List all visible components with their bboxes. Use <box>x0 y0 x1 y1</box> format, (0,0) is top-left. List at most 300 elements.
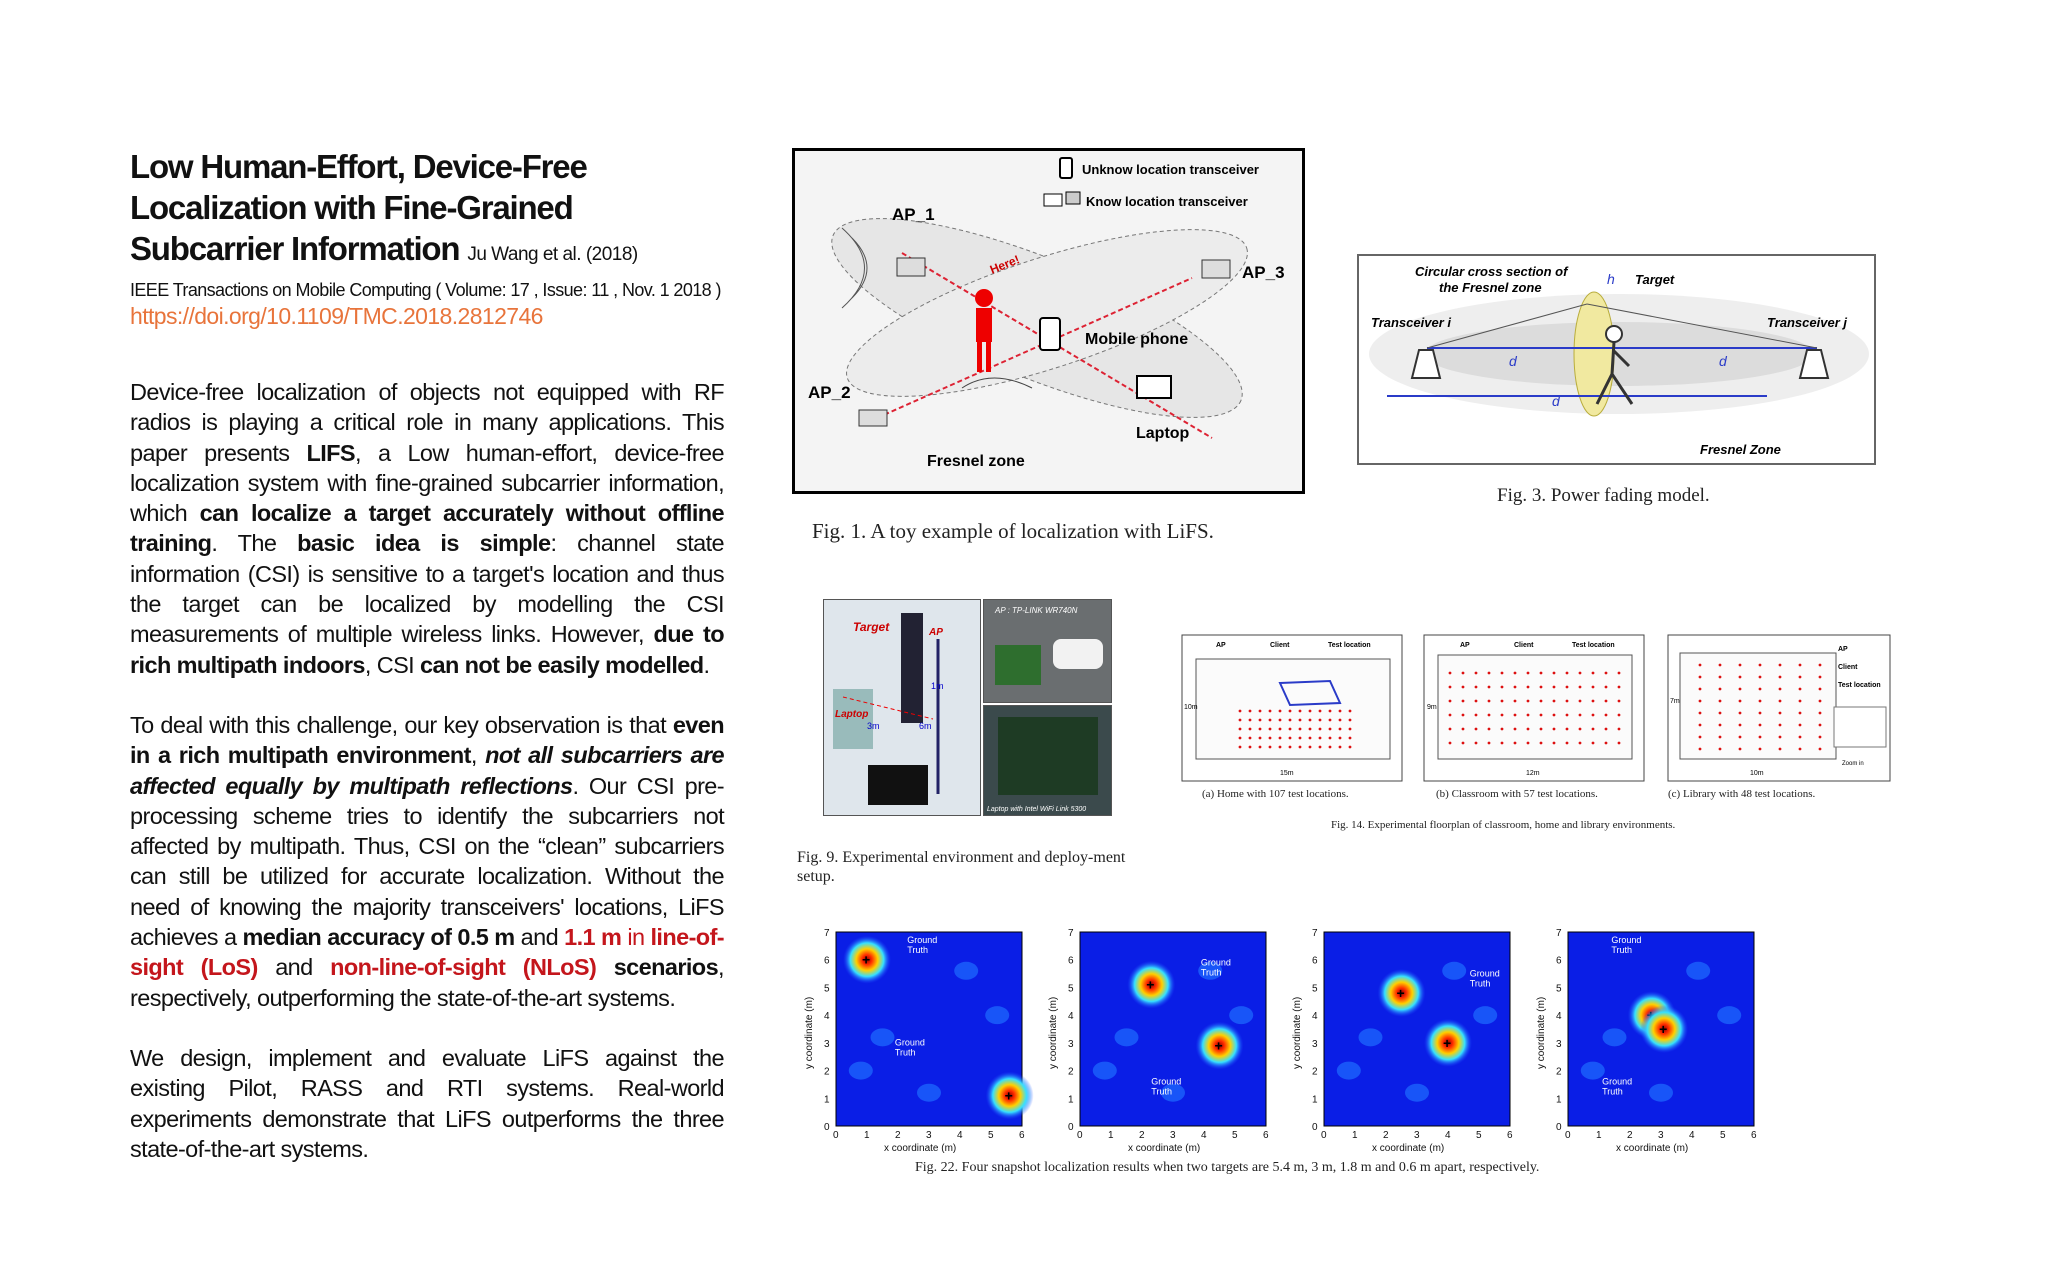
ap-router-photo <box>1053 639 1103 669</box>
test-location-dot <box>1739 736 1742 739</box>
fig1-illustration <box>792 148 1305 494</box>
fig3-circular-label-1: Circular cross section of <box>1415 264 1568 279</box>
heatmap-noise-blob <box>1359 1028 1383 1046</box>
library-test-label: Test location <box>1838 682 1881 689</box>
test-location-dot <box>1579 672 1582 675</box>
x-tick-label: 3 <box>1170 1130 1176 1141</box>
test-location-dot <box>1527 672 1530 675</box>
x-axis-label: x coordinate (m) <box>884 1143 957 1154</box>
test-location-dot <box>1501 714 1504 717</box>
paper-title <box>130 146 724 275</box>
fig14-caption: Fig. 14. Experimental floorplan of classroom, home and library environments. <box>1331 819 1676 831</box>
ground-truth-label: Ground <box>1611 935 1642 946</box>
test-location-dot <box>1249 728 1252 731</box>
x-axis-label: x coordinate (m) <box>1128 1143 1201 1154</box>
ground-truth-marker: + <box>1396 984 1405 1001</box>
figure-3 <box>1357 254 1877 467</box>
test-location-dot <box>1719 688 1722 691</box>
fig9-d2: 3m <box>867 721 880 731</box>
test-location-dot <box>1759 748 1762 751</box>
test-location-dot <box>1299 710 1302 713</box>
figure-14 <box>1180 633 1892 783</box>
fig1-legend-known: Know location transceiver <box>1086 194 1248 209</box>
ap-board-photo <box>995 645 1041 685</box>
test-location-dot <box>1553 700 1556 703</box>
test-location-dot <box>1514 686 1517 689</box>
heatmap-noise-blob <box>1686 962 1710 980</box>
test-location-dot <box>1289 710 1292 713</box>
person-photo <box>901 613 923 723</box>
test-location-dot <box>1527 714 1530 717</box>
test-location-dot <box>1779 748 1782 751</box>
x-tick-label: 1 <box>1596 1130 1602 1141</box>
x-tick-label: 6 <box>1263 1130 1269 1141</box>
home-width: 15m <box>1280 770 1294 777</box>
heatmap-noise-blob <box>871 1028 895 1046</box>
test-location-dot <box>1462 742 1465 745</box>
test-location-dot <box>1339 710 1342 713</box>
fig9-d1: 1m <box>931 681 944 691</box>
floorplan-classroom <box>1424 635 1644 781</box>
test-location-dot <box>1759 712 1762 715</box>
p2-g: and <box>514 924 565 951</box>
classroom-client-label: Client <box>1514 642 1534 649</box>
paper-authors: Ju Wang et al. (2018) <box>467 244 638 265</box>
fig22-heatmaps <box>800 922 1760 1154</box>
test-location-dot <box>1349 710 1352 713</box>
y-tick-label: 0 <box>1068 1122 1074 1133</box>
test-location-dot <box>1449 742 1452 745</box>
library-client-label: Client <box>1838 664 1858 671</box>
heatmap-noise-blob <box>1405 1084 1429 1102</box>
p1-h: due to rich multipath indoors <box>130 621 724 678</box>
fig14-sub-c: (c) Library with 48 test locations. <box>1668 788 1816 800</box>
p1-g: : channel state information (CSI) is sensitive to a target's location and thus the target can be localized by modelling the CSI measurements of multiple wireless links. However, <box>130 530 725 648</box>
fig1-ap3-label: AP_3 <box>1242 263 1285 282</box>
fig1-ap1-label: AP_1 <box>892 205 935 224</box>
classroom-height: 9m <box>1427 704 1437 711</box>
x-tick-label: 5 <box>1476 1130 1482 1141</box>
person-icon <box>975 289 993 307</box>
y-tick-label: 1 <box>824 1094 830 1106</box>
test-location-dot <box>1475 700 1478 703</box>
x-tick-label: 1 <box>1352 1130 1358 1141</box>
test-location-dot <box>1819 700 1822 703</box>
y-tick-label: 6 <box>1068 955 1074 967</box>
library-width: 10m <box>1750 770 1764 777</box>
test-location-dot <box>1488 728 1491 731</box>
ground-truth-label: Truth <box>1200 967 1222 978</box>
test-location-dot <box>1501 686 1504 689</box>
test-location-dot <box>1475 728 1478 731</box>
heatmap-noise-blob <box>1093 1062 1117 1080</box>
ground-truth-label: Truth <box>1151 1086 1172 1097</box>
y-tick-label: 2 <box>1556 1066 1562 1078</box>
y-tick-label: 1 <box>1556 1094 1562 1106</box>
test-location-dot <box>1699 748 1702 751</box>
y-tick-label: 4 <box>1556 1011 1562 1023</box>
heatmap-noise-blob <box>985 1006 1009 1024</box>
p1-d: can localize a target accurately without offline training <box>130 500 724 557</box>
p1-i: , CSI <box>364 651 421 678</box>
test-location-dot <box>1566 714 1569 717</box>
test-location-dot <box>1759 736 1762 739</box>
test-location-dot <box>1553 728 1556 731</box>
ground-truth-label: Ground <box>1151 1076 1182 1087</box>
test-location-dot <box>1514 742 1517 745</box>
test-location-dot <box>1779 712 1782 715</box>
test-location-dot <box>1553 672 1556 675</box>
test-location-dot <box>1299 719 1302 722</box>
y-axis-label: y coordinate (m) <box>1536 996 1547 1069</box>
fig3-transceiver-j-label: Transceiver j <box>1767 315 1847 330</box>
test-location-dot <box>1249 710 1252 713</box>
test-location-dot <box>1739 712 1742 715</box>
test-location-dot <box>1605 672 1608 675</box>
test-location-dot <box>1799 676 1802 679</box>
x-tick-label: 0 <box>1565 1130 1571 1141</box>
p2-l: non-line-of-sight (NLoS) <box>330 954 597 981</box>
test-location-dot <box>1449 714 1452 717</box>
test-location-dot <box>1249 737 1252 740</box>
test-location-dot <box>1699 664 1702 667</box>
test-location-dot <box>1259 710 1262 713</box>
test-location-dot <box>1759 676 1762 679</box>
figure-1 <box>792 148 1305 494</box>
test-location-dot <box>1579 700 1582 703</box>
test-location-dot <box>1475 742 1478 745</box>
ground-truth-label: Ground <box>1602 1076 1633 1087</box>
test-location-dot <box>1462 686 1465 689</box>
fig3-caption: Fig. 3. Power fading model. <box>1497 485 1710 506</box>
test-location-dot <box>1309 710 1312 713</box>
test-location-dot <box>1514 672 1517 675</box>
test-location-dot <box>1339 746 1342 749</box>
test-location-dot <box>1540 686 1543 689</box>
y-tick-label: 1 <box>1068 1094 1074 1106</box>
test-location-dot <box>1566 686 1569 689</box>
x-tick-label: 2 <box>1383 1130 1389 1141</box>
test-location-dot <box>1269 737 1272 740</box>
ap3-router-icon <box>1202 260 1230 278</box>
test-location-dot <box>1349 728 1352 731</box>
test-location-dot <box>1309 746 1312 749</box>
test-location-dot <box>1249 746 1252 749</box>
test-location-dot <box>1605 686 1608 689</box>
p2-e: . Our CSI pre-processing scheme tries to identify the subcarriers not affected by multipath. Thus, CSI on the “clean” subcarriers can still be utilized for accurate localization. Without the need of knowing the majority transceivers' locations, LiFS achieves a <box>130 772 725 951</box>
x-tick-label: 0 <box>833 1130 839 1141</box>
test-location-dot <box>1819 664 1822 667</box>
test-location-dot <box>1329 746 1332 749</box>
test-location-dot <box>1799 712 1802 715</box>
test-location-dot <box>1566 672 1569 675</box>
x-tick-label: 6 <box>1751 1130 1757 1141</box>
test-location-dot <box>1699 736 1702 739</box>
p2-i: in <box>621 924 651 951</box>
test-location-dot <box>1605 700 1608 703</box>
test-location-dot <box>1739 748 1742 751</box>
test-location-dot <box>1299 728 1302 731</box>
x-tick-label: 5 <box>1720 1130 1726 1141</box>
fig1-laptop-label: Laptop <box>1136 425 1190 442</box>
ground-truth-marker: + <box>1004 1087 1013 1104</box>
p1-c: , a Low human-effort, device-free localization system with fine-grained subcarrier information, which <box>130 439 724 527</box>
fig3-d-tj: d <box>1719 353 1727 369</box>
x-tick-label: 5 <box>1232 1130 1238 1141</box>
heatmap-noise-blob <box>1603 1028 1627 1046</box>
fig9-target-label: Target <box>853 620 890 634</box>
test-location-dot <box>1279 719 1282 722</box>
test-location-dot <box>1618 686 1621 689</box>
test-location-dot <box>1592 742 1595 745</box>
test-location-dot <box>1527 686 1530 689</box>
test-location-dot <box>1759 664 1762 667</box>
test-location-dot <box>1579 728 1582 731</box>
x-tick-label: 0 <box>1321 1130 1327 1141</box>
laptop-icon <box>1137 376 1171 398</box>
home-ap-label: AP <box>1216 642 1226 649</box>
test-location-dot <box>1269 746 1272 749</box>
p1-e: . The <box>211 530 298 557</box>
y-tick-label: 3 <box>1556 1038 1562 1050</box>
test-location-dot <box>1449 728 1452 731</box>
p2-n: , respectively, outperforming the state-of-the-art systems. <box>130 954 724 1011</box>
p2-c: , <box>470 742 486 769</box>
y-tick-label: 7 <box>1068 928 1074 939</box>
heatmap-noise-blob <box>1115 1028 1139 1046</box>
fig1-fresnel-label: Fresnel zone <box>927 453 1025 470</box>
test-location-dot <box>1779 736 1782 739</box>
y-tick-label: 3 <box>1068 1038 1074 1050</box>
p1-f: basic idea is simple <box>297 530 551 557</box>
paper-venue <box>130 277 724 331</box>
test-location-dot <box>1779 688 1782 691</box>
p2-f: median accuracy of 0.5 m <box>242 924 515 951</box>
test-location-dot <box>1579 686 1582 689</box>
test-location-dot <box>1299 746 1302 749</box>
test-location-dot <box>1449 700 1452 703</box>
y-tick-label: 6 <box>824 955 830 967</box>
classroom-width: 12m <box>1526 770 1540 777</box>
test-location-dot <box>1759 724 1762 727</box>
laptop-photo <box>868 765 928 805</box>
y-tick-label: 3 <box>1312 1038 1318 1050</box>
test-location-dot <box>1488 700 1491 703</box>
test-location-dot <box>1540 700 1543 703</box>
y-tick-label: 7 <box>1312 928 1318 939</box>
y-tick-label: 3 <box>824 1038 830 1050</box>
fig3-transceiver-i-label: Transceiver i <box>1371 315 1451 330</box>
test-location-dot <box>1514 700 1517 703</box>
ground-truth-label: Truth <box>907 945 928 956</box>
y-tick-label: 0 <box>824 1122 830 1133</box>
test-location-dot <box>1819 736 1822 739</box>
heatmap-noise-blob <box>917 1084 941 1102</box>
ap1-router-icon <box>897 258 925 276</box>
test-location-dot <box>1819 724 1822 727</box>
test-location-dot <box>1553 714 1556 717</box>
test-location-dot <box>1488 672 1491 675</box>
test-location-dot <box>1540 728 1543 731</box>
test-location-dot <box>1269 710 1272 713</box>
test-location-dot <box>1279 710 1282 713</box>
ground-truth-marker: + <box>1659 1021 1668 1037</box>
test-location-dot <box>1329 728 1332 731</box>
test-location-dot <box>1739 676 1742 679</box>
text-column <box>130 146 724 1164</box>
test-location-dot <box>1799 736 1802 739</box>
test-location-dot <box>1309 728 1312 731</box>
floorplan-library <box>1668 635 1890 781</box>
test-location-dot <box>1699 712 1702 715</box>
x-axis-label: x coordinate (m) <box>1616 1143 1689 1154</box>
ground-truth-label: Ground <box>1469 968 1500 979</box>
test-location-dot <box>1699 676 1702 679</box>
test-location-dot <box>1475 714 1478 717</box>
test-location-dot <box>1259 719 1262 722</box>
test-location-dot <box>1289 728 1292 731</box>
ground-truth-label: Ground <box>1200 957 1231 968</box>
test-location-dot <box>1339 719 1342 722</box>
test-location-dot <box>1719 676 1722 679</box>
y-tick-label: 0 <box>1312 1122 1318 1133</box>
heatmap-noise-blob <box>1337 1062 1361 1080</box>
test-location-dot <box>1299 737 1302 740</box>
test-location-dot <box>1799 748 1802 751</box>
fig9-d3: 6m <box>919 721 932 731</box>
ground-truth-marker: + <box>1214 1037 1223 1054</box>
paragraph-2 <box>130 710 724 1013</box>
test-location-dot <box>1699 700 1702 703</box>
test-location-dot <box>1592 672 1595 675</box>
fig1-legend-unknown: Unknow location transceiver <box>1082 162 1259 177</box>
test-location-dot <box>1339 737 1342 740</box>
test-location-dot <box>1819 712 1822 715</box>
test-location-dot <box>1514 728 1517 731</box>
p2-a: To deal with this challenge, our key observation is that <box>130 711 673 738</box>
test-location-dot <box>1501 728 1504 731</box>
heatmap-noise-blob <box>954 962 978 980</box>
fig1-phone-label: Mobile phone <box>1085 331 1189 348</box>
fig3-fresnel-label: Fresnel Zone <box>1700 442 1781 457</box>
x-tick-label: 2 <box>1139 1130 1145 1141</box>
fig3-target-label: Target <box>1635 272 1675 287</box>
x-tick-label: 6 <box>1507 1130 1513 1141</box>
test-location-dot <box>1618 672 1621 675</box>
p1-j: can not be easily modelled <box>420 651 704 678</box>
test-location-dot <box>1319 719 1322 722</box>
test-location-dot <box>1566 742 1569 745</box>
test-location-dot <box>1618 728 1621 731</box>
test-location-dot <box>1259 746 1262 749</box>
x-tick-label: 0 <box>1077 1130 1083 1141</box>
ground-truth-label: Ground <box>907 935 938 946</box>
test-location-dot <box>1527 700 1530 703</box>
test-location-dot <box>1501 700 1504 703</box>
test-location-dot <box>1699 724 1702 727</box>
doi-link[interactable]: https://doi.org/10.1109/TMC.2018.2812746 <box>130 303 543 329</box>
test-location-dot <box>1779 700 1782 703</box>
x-axis-label: x coordinate (m) <box>1372 1143 1445 1154</box>
y-tick-label: 7 <box>1556 928 1562 939</box>
test-location-dot <box>1462 700 1465 703</box>
test-location-dot <box>1579 742 1582 745</box>
ground-truth-marker: + <box>862 951 871 968</box>
test-location-dot <box>1719 700 1722 703</box>
p2-d: not all subcarriers are affected equally by multipath reflections <box>130 742 725 799</box>
test-location-dot <box>1239 728 1242 731</box>
test-location-dot <box>1540 672 1543 675</box>
fig3-illustration <box>1357 254 1877 467</box>
fig9-photos <box>823 599 1113 817</box>
x-tick-label: 4 <box>957 1130 963 1141</box>
test-location-dot <box>1269 719 1272 722</box>
test-location-dot <box>1592 700 1595 703</box>
test-location-dot <box>1462 672 1465 675</box>
test-location-dot <box>1462 714 1465 717</box>
y-axis-label: y coordinate (m) <box>1292 996 1303 1069</box>
y-tick-label: 0 <box>1556 1122 1562 1133</box>
test-location-dot <box>1349 737 1352 740</box>
test-location-dot <box>1739 724 1742 727</box>
test-location-dot <box>1605 728 1608 731</box>
test-location-dot <box>1739 700 1742 703</box>
test-location-dot <box>1488 714 1491 717</box>
test-location-dot <box>1719 724 1722 727</box>
test-location-dot <box>1449 672 1452 675</box>
fig14-sub-b: (b) Classroom with 57 test locations. <box>1436 788 1598 800</box>
test-location-dot <box>1618 700 1621 703</box>
fig9-laptop-label: Laptop <box>835 709 869 720</box>
p2-b: even in a rich multipath environment <box>130 711 724 769</box>
test-location-dot <box>1259 737 1262 740</box>
p1-b: LIFS <box>306 439 355 466</box>
test-location-dot <box>1239 746 1242 749</box>
test-location-dot <box>1739 664 1742 667</box>
test-location-dot <box>1566 728 1569 731</box>
y-tick-label: 5 <box>1068 983 1074 995</box>
ground-truth-marker: + <box>1146 976 1155 993</box>
test-location-dot <box>1475 672 1478 675</box>
x-tick-label: 3 <box>1658 1130 1664 1141</box>
fig3-h: h <box>1607 271 1615 287</box>
fig1-caption: Fig. 1. A toy example of localization with LiFS. <box>812 519 1214 543</box>
y-tick-label: 2 <box>824 1066 830 1078</box>
test-location-dot <box>1719 664 1722 667</box>
test-location-dot <box>1269 728 1272 731</box>
library-height: 7m <box>1670 698 1680 705</box>
p1-k: . <box>703 651 710 678</box>
p2-m: scenarios <box>596 954 719 981</box>
test-location-dot <box>1799 724 1802 727</box>
ap2-router-icon <box>859 410 887 426</box>
test-location-dot <box>1239 710 1242 713</box>
test-location-dot <box>1553 686 1556 689</box>
fig22-caption: Fig. 22. Four snapshot localization results when two targets are 5.4 m, 3 m, 1.8 m and 0.6 m apart, respectively. <box>915 1160 1540 1175</box>
fig9-caption: Fig. 9. Experimental environment and deploy-ment setup. <box>797 849 1126 885</box>
y-tick-label: 1 <box>1312 1094 1318 1106</box>
test-location-dot <box>1618 714 1621 717</box>
test-location-dot <box>1605 742 1608 745</box>
test-location-dot <box>1501 742 1504 745</box>
y-axis-label: y coordinate (m) <box>804 996 815 1069</box>
figure-9 <box>823 599 1113 817</box>
test-location-dot <box>1309 719 1312 722</box>
test-location-dot <box>1319 737 1322 740</box>
y-tick-label: 2 <box>1068 1066 1074 1078</box>
test-location-dot <box>1759 700 1762 703</box>
test-location-dot <box>1279 746 1282 749</box>
